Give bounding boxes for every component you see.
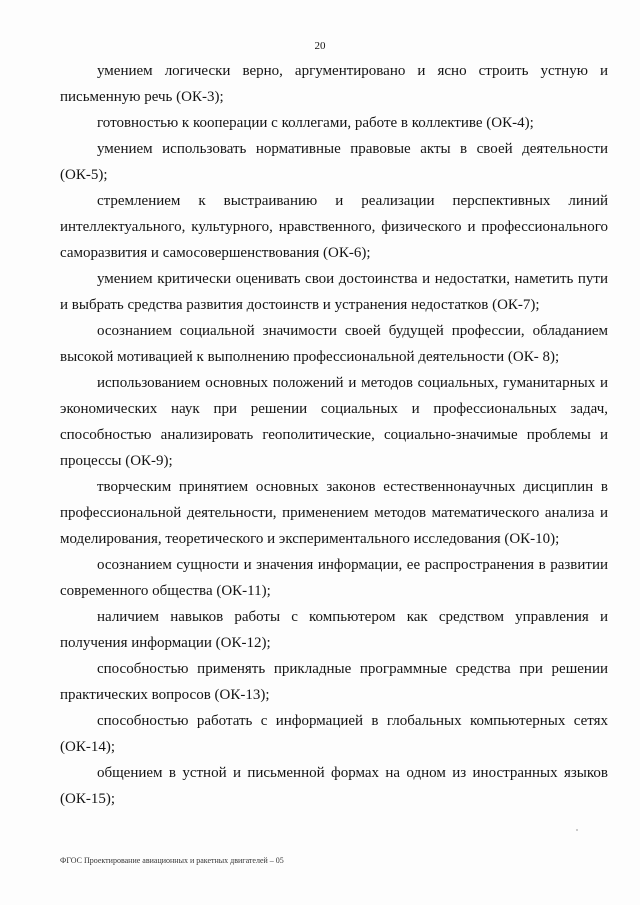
paragraph-ok-12: наличием навыков работы с компьютером как средством управления и получения информации (ОК-12); [60,609,608,651]
paragraph-ok-3: умением логически верно, аргументировано и ясно строить устную и письменную речь (ОК-3); [60,63,608,105]
scan-speck [576,829,578,831]
paragraph-ok-13: способностью применять прикладные программные средства при решении практических вопросов (ОК-13); [60,661,608,703]
page-footer: ФГОС Проектирование авиационных и ракетных двигателей – 05 [60,856,284,865]
page-number: 20 [314,40,326,52]
paragraph-ok-11: осознанием сущности и значения информации, ее распространения в развитии современного общества (ОК-11); [60,557,608,599]
paragraph-ok-8: осознанием социальной значимости своей будущей профессии, обладанием высокой мотивацией к выполнению профессиональной деятельности (ОК- 8); [60,323,608,365]
paragraph-ok-7: умением критически оценивать свои достоинства и недостатки, наметить пути и выбрать средства развития достоинств и устранения недостатков (ОК-7); [60,271,608,313]
paragraph-ok-14: способностью работать с информацией в глобальных компьютерных сетях (ОК-14); [60,713,608,755]
paragraph-ok-6: стремлением к выстраиванию и реализации перспективных линий интеллектуального, культурного, нравственного, физического и профессионального саморазвития и самосовершенствования (ОК-6); [60,193,608,261]
paragraph-ok-15: общением в устной и письменной формах на одном из иностранных языков (ОК-15); [60,765,608,807]
body-text [60,58,608,812]
paragraph-ok-4: готовностью к кооперации с коллегами, работе в коллективе (ОК-4); [97,115,534,131]
paragraph-ok-5: умением использовать нормативные правовые акты в своей деятельности (ОК-5); [60,141,608,183]
paragraph-ok-9: использованием основных положений и методов социальных, гуманитарных и экономических наук при решении социальных и профессиональных задач, способностью анализировать геополитические, социально-значимые проблемы и процессы (ОК-9); [60,375,608,469]
paragraph-ok-10: творческим принятием основных законов естественнонаучных дисциплин в профессиональной деятельности, применением методов математического анализа и моделирования, теоретического и экспериментального исследования (ОК-10); [60,479,608,547]
